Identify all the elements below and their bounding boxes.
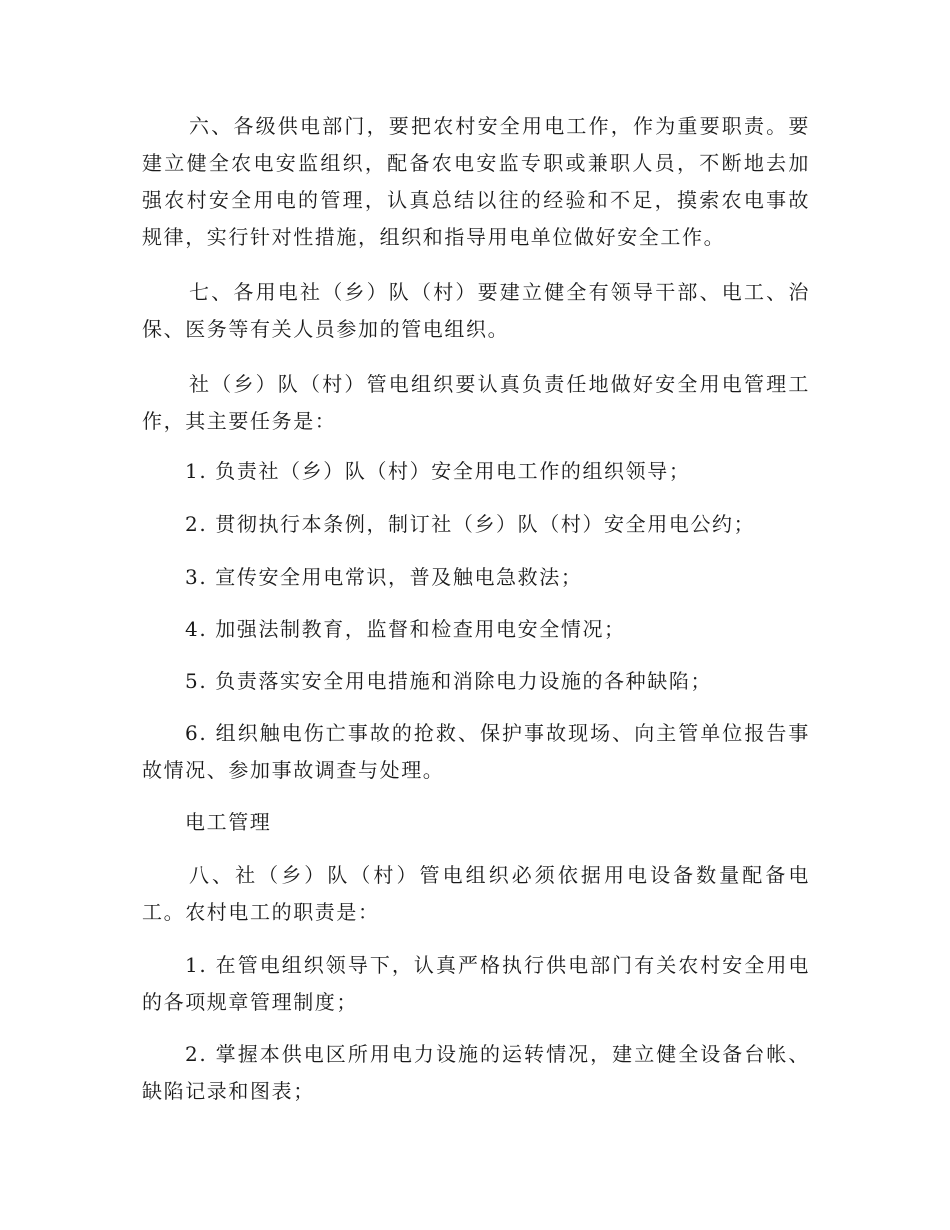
list-item-duty-2: 2. 掌握本供电区所用电力设施的运转情况，建立健全设备台帐、缺陷记录和图表； [142, 1042, 810, 1103]
paragraph-article-6: 六、各级供电部门，要把农村安全用电工作，作为重要职责。要建立健全农电安监组织，配备农电安监专职或兼职人员，不断地去加强农村安全用电的管理，认真总结以往的经验和不足，摸索农电事故规律，实行针对性措施，组织和指导用电单位做好安全工作。 [142, 114, 810, 249]
list-item-task-1: 1. 负责社（乡）队（村）安全用电工作的组织领导； [185, 459, 691, 483]
list-item-task-3: 3. 宣传安全用电常识，普及触电急救法； [185, 565, 583, 589]
list-item-task-2: 2. 贯彻执行本条例，制订社（乡）队（村）安全用电公约； [185, 512, 756, 536]
list-item-task-5: 5. 负责落实安全用电措施和消除电力设施的各种缺陷； [185, 669, 713, 693]
list-item-duty-1: 1. 在管电组织领导下，认真严格执行供电部门有关农村安全用电的各项规章管理制度； [142, 953, 810, 1014]
paragraph-article-7: 七、各用电社（乡）队（村）要建立健全有领导干部、电工、治保、医务等有关人员参加的管电组织。 [142, 280, 810, 341]
paragraph-tasks-intro: 社（乡）队（村）管电组织要认真负责任地做好安全用电管理工作，其主要任务是： [142, 372, 810, 433]
list-item-task-6: 6. 组织触电伤亡事故的抢救、保护事故现场、向主管单位报告事故情况、参加事故调查与处理。 [142, 721, 810, 782]
section-heading-electrician-management: 电工管理 [185, 810, 272, 834]
paragraph-article-8: 八、社（乡）队（村）管电组织必须依据用电设备数量配备电工。农村电工的职责是： [142, 863, 810, 924]
list-item-task-4: 4. 加强法制教育，监督和检查用电安全情况； [185, 617, 626, 641]
